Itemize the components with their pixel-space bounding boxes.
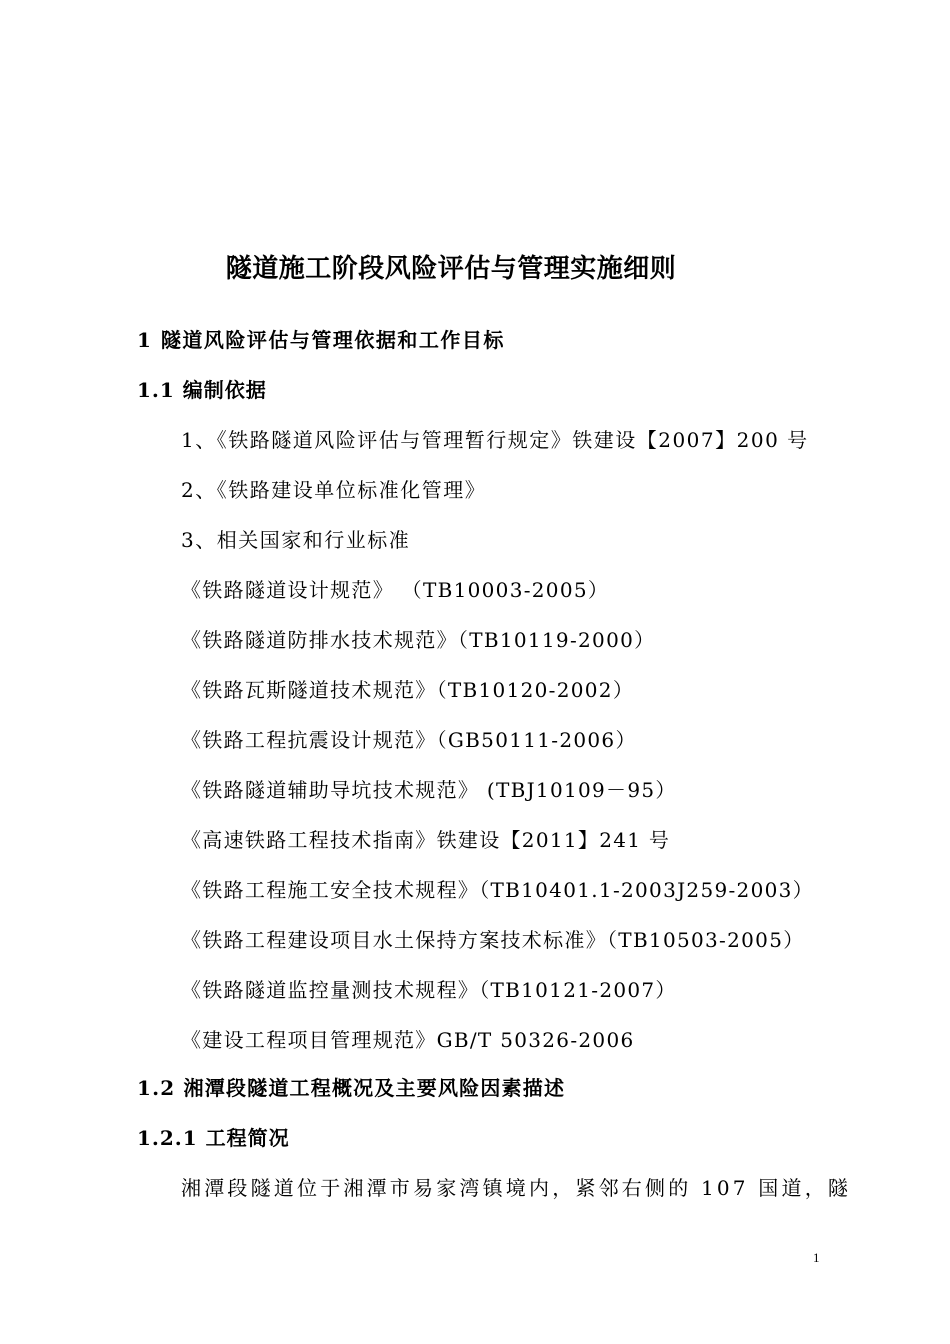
standard-item: 《铁路工程建设项目水土保持方案技术标准》（TB10503-2005） (181, 928, 805, 952)
section-1-heading: 1 隧道风险评估与管理依据和工作目标 (137, 328, 505, 352)
basis-item-2: 2、《铁路建设单位标准化管理》 (181, 478, 487, 502)
section-1-2-1-heading: 1.2.1 工程简况 (137, 1126, 290, 1150)
basis-item-3: 3、相关国家和行业标准 (181, 528, 411, 552)
section-1-2-heading: 1.2 湘潭段隧道工程概况及主要风险因素描述 (137, 1076, 566, 1100)
document-title: 隧道施工阶段风险评估与管理实施细则 (225, 254, 677, 284)
standard-item: 《铁路隧道设计规范》 （TB10003-2005） (181, 578, 610, 602)
standard-item: 《高速铁路工程技术指南》铁建设【2011】241 号 (181, 828, 671, 852)
page-number: 1 (813, 1250, 820, 1265)
standard-item: 《铁路工程抗震设计规范》（GB50111-2006） (181, 728, 637, 752)
standard-item: 《铁路瓦斯隧道技术规范》（TB10120-2002） (181, 678, 635, 702)
standard-item: 《铁路隧道防排水技术规范》（TB10119-2000） (181, 628, 656, 652)
standard-item: 《铁路隧道辅助导坑技术规范》 (TBJ10109－95） (181, 778, 677, 802)
standard-item: 《铁路工程施工安全技术规程》（TB10401.1-2003J259-2003） (181, 878, 814, 902)
standard-item: 《建设工程项目管理规范》GB/T 50326-2006 (181, 1028, 635, 1052)
project-overview-paragraph: 湘潭段隧道位于湘潭市易家湾镇境内，紧邻右侧的 107 国道，隧 (181, 1176, 852, 1200)
standard-item: 《铁路隧道监控量测技术规程》（TB10121-2007） (181, 978, 677, 1002)
section-1-1-heading: 1.1 编制依据 (137, 378, 267, 402)
basis-item-1: 1、《铁路隧道风险评估与管理暂行规定》铁建设【2007】200 号 (181, 428, 809, 452)
